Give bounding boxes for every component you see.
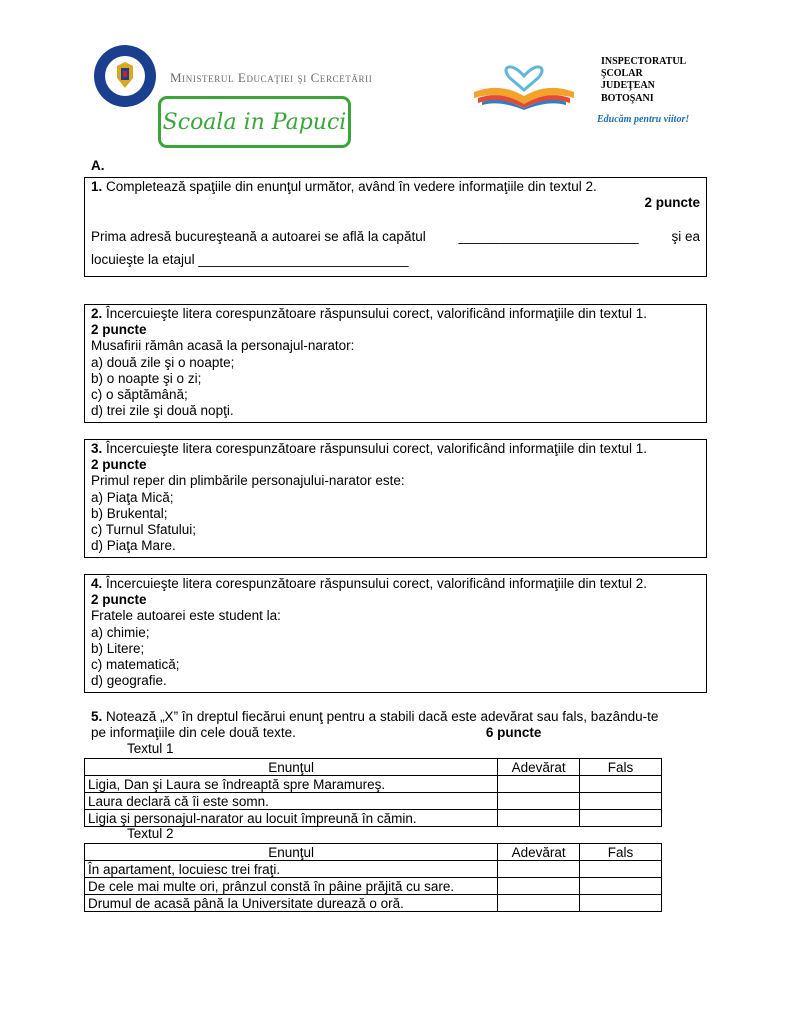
false-cell[interactable] xyxy=(580,895,662,912)
question-points: 2 puncte xyxy=(91,457,147,473)
answer-option[interactable]: a) chimie; xyxy=(91,624,150,640)
question-prompt: Fratele autoarei este student la: xyxy=(91,608,281,624)
column-header-true: Adevărat xyxy=(498,759,580,776)
answer-option[interactable]: b) Litere; xyxy=(91,640,145,656)
statement-cell: Drumul de acasă până la Universitate durează o oră. xyxy=(85,895,498,912)
statement-cell: În apartament, locuiesc trei fraţi. xyxy=(85,861,498,878)
true-cell[interactable] xyxy=(498,776,580,793)
text1-label: Textul 1 xyxy=(127,741,174,756)
column-header-statement: Enunţul xyxy=(85,844,498,861)
fill-line-text: Prima adresă bucureşteană a autoarei se află la capătul xyxy=(91,229,426,245)
table-row xyxy=(85,878,662,895)
question-number: 5. xyxy=(91,709,103,724)
answer-option[interactable]: a) Piaţa Mică; xyxy=(91,489,174,505)
table-row xyxy=(85,810,662,827)
scoala-in-papuci-logo xyxy=(158,96,351,148)
fill-line-text: şi ea xyxy=(671,229,700,245)
question-text: Încercuieşte litera corespunzătoare răspunsului corect, valorificând informaţiile din textul 2. xyxy=(106,576,648,591)
question-prompt: Musafirii rămân acasă la personajul-narator: xyxy=(91,338,355,354)
column-header-false: Fals xyxy=(580,844,662,861)
question-text: Încercuieşte litera corespunzătoare răspunsului corect, valorificând informaţiile din textul 1. xyxy=(106,441,648,456)
question-text: Încercuieşte litera corespunzătoare răspunsului corect, valorificând informaţiile din textul 1. xyxy=(106,306,648,321)
question-points: 2 puncte xyxy=(644,195,700,211)
answer-option[interactable]: c) Turnul Sfatului; xyxy=(91,522,197,538)
question-points: 6 puncte xyxy=(485,725,542,741)
question-1-box xyxy=(84,177,707,277)
question-points: 2 puncte xyxy=(91,592,147,608)
question-text: Completează spaţiile din enunţul următor, având în vedere informaţiile din textul 2. xyxy=(106,179,597,194)
question-4-box xyxy=(84,574,707,693)
statement-cell: Laura declară că îi este somn. xyxy=(85,793,498,810)
column-header-true: Adevărat xyxy=(498,844,580,861)
true-false-table-text2 xyxy=(84,843,662,912)
answer-option[interactable]: d) trei zile şi două nopţi. xyxy=(91,403,234,419)
ministry-name: Ministerul Educaţiei şi Cercetării xyxy=(170,70,373,85)
true-cell[interactable] xyxy=(498,810,580,827)
inspectorat-line: ŞCOLAR xyxy=(601,68,643,80)
answer-option[interactable]: c) o săptămână; xyxy=(91,387,188,403)
table-row xyxy=(85,895,662,912)
inspectorat-line: JUDEŢEAN xyxy=(601,80,655,92)
government-emblem-icon xyxy=(93,44,157,108)
question-number: 2. xyxy=(91,306,103,321)
answer-option[interactable]: b) o noapte şi o zi; xyxy=(91,370,202,386)
question-5 xyxy=(91,709,707,741)
table-row xyxy=(85,861,662,878)
question-prompt: Primul reper din plimbările personajului-narator este: xyxy=(91,473,405,489)
table-header-row xyxy=(85,759,662,776)
book-heart-logo-icon xyxy=(470,46,578,110)
section-label: A. xyxy=(91,158,105,173)
answer-option[interactable]: a) două zile şi o noapte; xyxy=(91,354,235,370)
true-cell[interactable] xyxy=(498,861,580,878)
question-2-box xyxy=(84,304,707,423)
true-cell[interactable] xyxy=(498,793,580,810)
table-row xyxy=(85,793,662,810)
question-number: 3. xyxy=(91,441,103,456)
false-cell[interactable] xyxy=(580,861,662,878)
table-row xyxy=(85,776,662,793)
true-false-table-text1 xyxy=(84,758,662,827)
answer-option[interactable]: c) matematică; xyxy=(91,657,180,673)
true-cell[interactable] xyxy=(498,878,580,895)
answer-option[interactable]: d) geografie. xyxy=(91,673,167,689)
answer-option[interactable]: d) Piaţa Mare. xyxy=(91,538,176,554)
scoala-logo-text: Scoala in Papuci xyxy=(162,109,347,135)
question-3-box xyxy=(84,439,707,558)
false-cell[interactable] xyxy=(580,776,662,793)
question-text: Notează „X” în dreptul fiecărui enunţ pentru a stabili dacă este adevărat sau fals, bazându-te xyxy=(106,709,659,724)
fill-blank[interactable]: ________________________ xyxy=(458,229,639,245)
inspectorat-line: INSPECTORATUL xyxy=(601,56,687,67)
slogan: Educăm pentru viitor! xyxy=(597,114,690,125)
text2-label: Textul 2 xyxy=(127,826,174,841)
inspectorat-line: BOTOŞANI xyxy=(601,92,654,104)
table-header-row xyxy=(85,844,662,861)
question-number: 4. xyxy=(91,576,103,591)
column-header-statement: Enunţul xyxy=(85,759,498,776)
statement-cell: De cele mai multe ori, prânzul constă în pâine prăjită cu sare. xyxy=(85,878,498,895)
inspectorat-title xyxy=(601,56,686,105)
statement-cell: Ligia, Dan şi Laura se îndreaptă spre Maramureş. xyxy=(85,776,498,793)
column-header-false: Fals xyxy=(580,759,662,776)
false-cell[interactable] xyxy=(580,810,662,827)
statement-cell: Ligia şi personajul-narator au locuit împreună în cămin. xyxy=(85,810,498,827)
false-cell[interactable] xyxy=(580,878,662,895)
answer-option[interactable]: b) Brukental; xyxy=(91,505,168,521)
question-number: 1. xyxy=(91,179,103,194)
true-cell[interactable] xyxy=(498,895,580,912)
fill-line-1 xyxy=(91,229,700,245)
fill-line-2: locuieşte la etajul ____________________________ xyxy=(91,251,409,267)
false-cell[interactable] xyxy=(580,793,662,810)
question-points: 2 puncte xyxy=(91,322,147,338)
question-text: pe informaţiile din cele două texte. xyxy=(91,725,296,741)
